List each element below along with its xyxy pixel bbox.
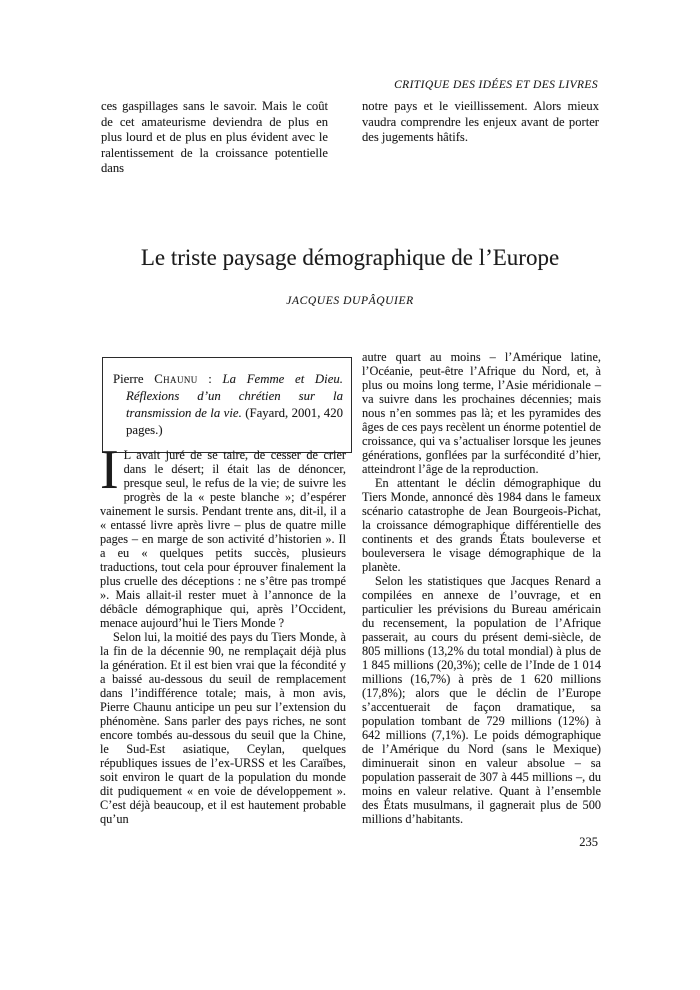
article-right-column [362, 350, 601, 826]
paragraph: autre quart au moins – l’Amérique latine, l’Océanie, peut-être l’Afrique du Nord, et, à plus ou moins long terme, l’Asie méridionale – va suivre dans les prochaines décennies; mais nous n’en sommes pas là; et les pyramides des âges de ces pays recèlent un énorme potentiel de croissance, qui va s’actualiser lorsque les jeunes générations, gonflées par la surfécondité d’hier, atteindront l’âge de la reproduction. [362, 350, 602, 476]
paragraph-with-dropcap [100, 439, 346, 630]
book-ref-title: La Femme et Dieu. Réflexions d’un chrétien sur la transmission de la vie. [126, 372, 343, 420]
article-left-column [100, 439, 346, 826]
paragraph-text: L avait juré de se taire, de cesser de crier dans le désert; il était las de dénoncer, presque seul, le refus de la vie; de suivre les progrès de la « peste blanche »; d’espérer vainement le sursis. Pendant trente ans, dit-il, il a « entassé livre après livre – plus de quatre mille pages – en marge de son activité d’historien ». Il a eu « quelques petits succès, plusieurs traductions, tout cela pour éprouver finalement la plus cruelle des déceptions : ne s’être pas trompé ». Mais allait-il rester muet à l’annonce de la débâcle démographique qui, après l’Occident, menace aujourd’hui le Tiers Monde ? [100, 448, 346, 630]
article-title: Le triste paysage démographique de l’Europe [140, 245, 560, 270]
book-ref-author-first: Pierre [113, 372, 155, 386]
running-head: CRITIQUE DES IDÉES ET DES LIVRES [394, 79, 598, 91]
previous-article-left-column: ces gaspillages sans le savoir. Mais le coût de cet amateurisme deviendra de plus en plus lourd et de plus en plus évident avec le ralentissement de la croissance potentielle dans [101, 99, 328, 176]
paragraph: En attentant le déclin démographique du Tiers Monde, annoncé dès 1984 dans le fameux scénario catastrophe de Jean Bourgeois-Pichat, la croissance démographique différentielle des continents et des grands États bouleverse et bouleversera le visage démographique de la planète. [362, 476, 601, 574]
paragraph: Selon lui, la moitié des pays du Tiers Monde, à la fin de la décennie 90, ne remplaçait déjà plus la génération. Et il est bien vrai que la fécondité y a baissé au-dessous du seuil de remplacement dans l’indifférence totale; mais, à mon avis, Pierre Chaunu anticipe un peu sur l’extension du phénomène. Sans parler des pays riches, ne sont encore tombés au-dessous du seuil que la Chine, le Sud-Est asiatique, Ceylan, quelques républiques issues de l’ex-URSS et les Caraïbes, soit environ le quart de la population du monde dit pudiquement « en voie de développement ». C’est déjà beaucoup, et il est hautement probable qu’un [100, 630, 346, 826]
book-ref-author-last: Chaunu [154, 372, 198, 386]
page-number: 235 [579, 835, 598, 849]
paragraph: Selon les statistiques que Jacques Renard a compilées en annexe de l’ouvrage, et en particulier les prévisions du Bureau américain du recensement, la population de l’Afrique passerait, au cours du présent demi-siècle, de 805 millions (13,2% du total mondial) à plus de 1 845 millions (20,3%); celle de l’Inde de 1 014 millions (16,7%) à près de 1 620 millions (17,8%); alors que le déclin de l’Europe s’accentuerait de façon dramatique, sa population tombant de 729 millions (12%) à 642 millions (7,1%). Le poids démographique de l’Amérique du Nord (sans le Mexique) diminuerait sinon en valeur absolue – sa population passerait de 307 à 445 millions –, du moins en valeur relative. Quant à l’ensemble des États musulmans, il gagnerait plus de 500 millions d’habitants. [362, 574, 601, 826]
dropcap-letter: I [100, 439, 119, 501]
book-reference [113, 371, 343, 439]
book-ref-publisher: (Fayard, 2001, 420 pages.) [126, 406, 343, 437]
previous-article-right-column: notre pays et le vieillissement. Alors mieux vaudra comprendre les enjeux avant de porter des jugements hâtifs. [362, 99, 599, 145]
book-reference-box [102, 357, 352, 453]
author-byline: JACQUES DUPÂQUIER [286, 295, 414, 307]
book-ref-separator: : [197, 372, 223, 386]
